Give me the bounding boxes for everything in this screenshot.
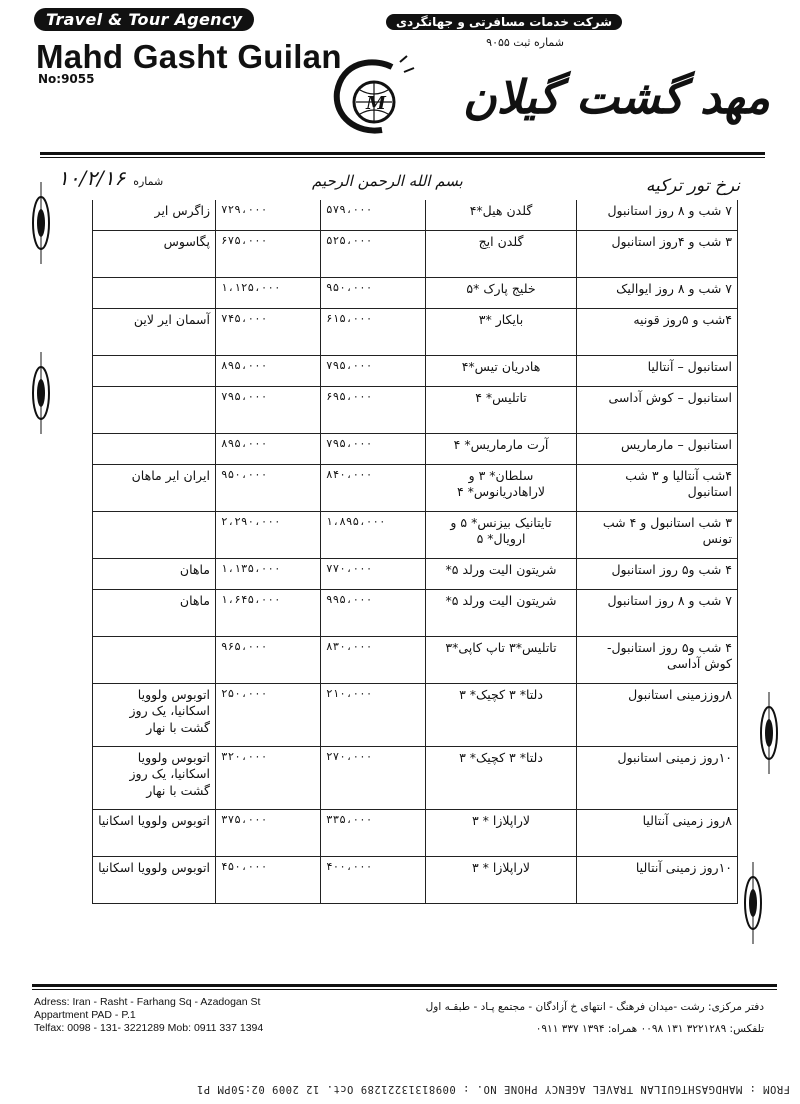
tour-row (93, 231, 738, 278)
airline-cell (93, 356, 216, 387)
hotel-cell: آرت مارماریس* ۴ (426, 434, 577, 465)
ornament-icon (758, 690, 780, 776)
tour-name-cell: ۷ شب و ۸ روز ایوالیک (577, 278, 738, 309)
price-cell: ۳۷۵،۰۰۰ (216, 810, 321, 857)
ornament-icon (30, 180, 52, 266)
tour-name-cell: ۴ شب و۵ روز استانبول (577, 559, 738, 590)
tour-row (93, 637, 738, 684)
hotel-cell: گلدن ایج (426, 231, 577, 278)
hotel-cell: تایتانیک بیزنس* ۵ و ارویال* ۵ (426, 512, 577, 559)
hotel-cell: شریتون الیت ورلد ۵* (426, 590, 577, 637)
logo-letters: M (366, 93, 386, 114)
tour-name-cell: ۴ شب و۵ روز استانبول- کوش آداسی (577, 637, 738, 684)
company-pill-fa: شرکت خدمات مسافرتی و جهانگردی (386, 14, 622, 30)
tour-name-cell: ۴شب آنتالیا و ۳ شب استانبول (577, 465, 738, 512)
tour-row (93, 590, 738, 637)
price-cell: ۹۶۵،۰۰۰ (216, 637, 321, 684)
agency-logo (322, 52, 422, 142)
tour-row (93, 465, 738, 512)
basmala: بسم الله الرحمن الرحیم (312, 172, 463, 190)
document-title: نرخ تور ترکیه (645, 176, 740, 196)
tour-price-table-body (93, 200, 738, 904)
price-cell: ۲۵۰،۰۰۰ (216, 684, 321, 747)
price-cell: ۳۳۵،۰۰۰ (321, 810, 426, 857)
price-cell: ۲۷۰،۰۰۰ (321, 747, 426, 810)
document-number-label: شماره (133, 175, 164, 188)
price-cell: ۴۰۰،۰۰۰ (321, 857, 426, 904)
header-divider-thin (40, 157, 765, 158)
hotel-cell: دلتا* ۳ کچیک* ۳ (426, 747, 577, 810)
tour-row (93, 512, 738, 559)
tour-row (93, 356, 738, 387)
fax-header-line: FROM : MAHDGASHTGUILAN TRAVEL AGENCY PHONE NO. : 00981313221289 Oct. 12 2009 02:50PM P1 (196, 1083, 790, 1095)
address-fa-line: تلفکس: ۳۲۲۱۲۸۹ ۱۳۱ ۰۰۹۸ همراه: ۱۳۹۴ ۳۳۷ ۰۹۱۱ (535, 1023, 764, 1035)
tour-name-cell: استانبول – مارماریس (577, 434, 738, 465)
tour-price-table (92, 200, 738, 904)
tour-row (93, 810, 738, 857)
address-fa-line: دفتر مرکزی: رشت -میدان فرهنگ - انتهای خ آزادگان - مجتمع پـاد - طبقـه اول (425, 1001, 764, 1013)
price-cell: ۵۷۹،۰۰۰ (321, 200, 426, 231)
ornament-icon (30, 350, 52, 436)
price-cell: ۱،۶۴۵،۰۰۰ (216, 590, 321, 637)
header-divider (40, 152, 765, 155)
airline-cell: ایران ایر ماهان (93, 465, 216, 512)
hotel-cell: لاراپلازا * ۳ (426, 857, 577, 904)
price-cell: ۷۲۹،۰۰۰ (216, 200, 321, 231)
address-fa (426, 996, 764, 1040)
address-en-line: Adress: Iran - Rasht - Farhang Sq - Azadogan St (34, 996, 261, 1008)
tour-name-cell: ۱۰روز زمینی آنتالیا (577, 857, 738, 904)
airline-cell: ماهان (93, 590, 216, 637)
price-cell: ۹۹۵،۰۰۰ (321, 590, 426, 637)
tour-name-cell: ۷ شب و ۸ روز استانبول (577, 200, 738, 231)
airline-cell: ماهان (93, 559, 216, 590)
tour-name-cell: ۸روز زمینی آنتالیا (577, 810, 738, 857)
document-number-value: ۱۰/۲/۱۶ (58, 166, 126, 190)
ornament-icon (742, 860, 764, 946)
airline-cell: اتوبوس ولوویا اسکانیا، یک روز گشت با نهار (93, 684, 216, 747)
price-cell: ۷۷۰،۰۰۰ (321, 559, 426, 590)
tour-name-cell: استانبول – کوش آداسی (577, 387, 738, 434)
hotel-cell: هادریان تیس*۴ (426, 356, 577, 387)
airline-cell (93, 512, 216, 559)
tour-row (93, 747, 738, 810)
price-cell: ۸۴۰،۰۰۰ (321, 465, 426, 512)
price-cell: ۷۹۵،۰۰۰ (321, 356, 426, 387)
brand-name-en: Mahd Gasht Guilan (36, 38, 342, 75)
price-cell: ۹۵۰،۰۰۰ (216, 465, 321, 512)
tour-row (93, 200, 738, 231)
price-cell: ۱،۱۳۵،۰۰۰ (216, 559, 321, 590)
tour-row (93, 684, 738, 747)
hotel-cell: خلیج پارک *۵ (426, 278, 577, 309)
price-cell: ۳۲۰،۰۰۰ (216, 747, 321, 810)
price-cell: ۶۱۵،۰۰۰ (321, 309, 426, 356)
address-en-line: Telfax: 0098 - 131- 3221289 Mob: 0911 337 1394 (34, 1022, 264, 1034)
price-cell: ۷۹۵،۰۰۰ (216, 387, 321, 434)
document-number (58, 166, 163, 190)
price-cell: ۷۴۵،۰۰۰ (216, 309, 321, 356)
hotel-cell: شریتون الیت ورلد ۵* (426, 559, 577, 590)
tour-row (93, 278, 738, 309)
price-cell: ۱،۱۲۵،۰۰۰ (216, 278, 321, 309)
address-en-line: Appartment PAD - P.1 (34, 1009, 136, 1021)
airline-cell (93, 278, 216, 309)
tour-name-cell: ۳ شب و ۴روز استانبول (577, 231, 738, 278)
tour-name-cell: ۳ شب استانبول و ۴ شب تونس (577, 512, 738, 559)
airline-cell: اتوبوس ولوویا اسکانیا (93, 810, 216, 857)
hotel-cell: دلتا* ۳ کچیک* ۳ (426, 684, 577, 747)
price-cell: ۷۹۵،۰۰۰ (321, 434, 426, 465)
hotel-cell: سلطان* ۳ و لاراهادریانوس* ۴ (426, 465, 577, 512)
address-en (34, 996, 263, 1035)
airline-cell: اتوبوس ولوویا اسکانیا (93, 857, 216, 904)
tour-row (93, 387, 738, 434)
price-cell: ۹۵۰،۰۰۰ (321, 278, 426, 309)
price-cell: ۵۲۵،۰۰۰ (321, 231, 426, 278)
tour-row (93, 857, 738, 904)
tour-name-cell: استانبول – آنتالیا (577, 356, 738, 387)
hotel-cell: بایکار *۳ (426, 309, 577, 356)
hotel-cell: لاراپلازا * ۳ (426, 810, 577, 857)
price-cell: ۴۵۰،۰۰۰ (216, 857, 321, 904)
agency-pill: Travel & Tour Agency (34, 8, 254, 31)
airline-cell: پگاسوس (93, 231, 216, 278)
registration-number-en: No:9055 (38, 72, 95, 86)
airline-cell: آسمان ایر لاین (93, 309, 216, 356)
tour-name-cell: ۷ شب و ۸ روز استانبول (577, 590, 738, 637)
airline-cell (93, 387, 216, 434)
footer-divider (32, 984, 777, 987)
price-cell: ۲،۲۹۰،۰۰۰ (216, 512, 321, 559)
tour-name-cell: ۴شب و ۵روز قونیه (577, 309, 738, 356)
brand-name-fa: مهد گشت گیلان (462, 70, 770, 124)
airline-cell (93, 637, 216, 684)
hotel-cell: تاتلیس* ۴ (426, 387, 577, 434)
tour-name-cell: ۱۰روز زمینی استانبول (577, 747, 738, 810)
price-cell: ۸۹۵،۰۰۰ (216, 356, 321, 387)
airline-cell (93, 434, 216, 465)
price-cell: ۸۹۵،۰۰۰ (216, 434, 321, 465)
tour-row (93, 309, 738, 356)
tour-row (93, 434, 738, 465)
airline-cell: زاگرس ایر (93, 200, 216, 231)
registration-number-fa: شماره ثبت ۹۰۵۵ (486, 36, 564, 49)
footer-divider-thin (32, 989, 777, 990)
airline-cell: اتوبوس ولوویا اسکانیا، یک روز گشت با نهار (93, 747, 216, 810)
tour-row (93, 559, 738, 590)
price-cell: ۶۹۵،۰۰۰ (321, 387, 426, 434)
price-cell: ۱،۸۹۵،۰۰۰ (321, 512, 426, 559)
price-cell: ۸۳۰،۰۰۰ (321, 637, 426, 684)
price-cell: ۶۷۵،۰۰۰ (216, 231, 321, 278)
price-cell: ۲۱۰،۰۰۰ (321, 684, 426, 747)
hotel-cell: گلدن هیل*۴ (426, 200, 577, 231)
tour-name-cell: ۸روززمینی استانبول (577, 684, 738, 747)
hotel-cell: تاتلیس*۳ تاپ کاپی*۳ (426, 637, 577, 684)
